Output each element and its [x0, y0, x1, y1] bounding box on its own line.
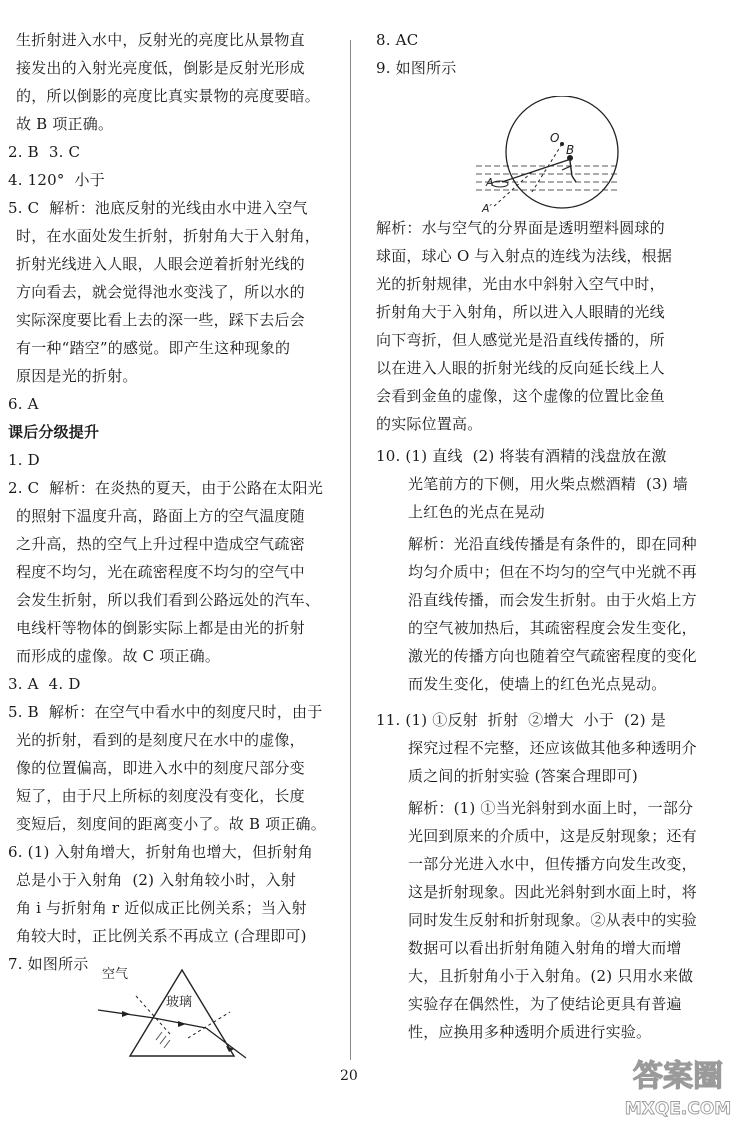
left-text-line: 6. (1) 入射角增大，折射角也增大，但折射角	[8, 843, 313, 861]
left-text-line: 折射光线进入人眼，人眼会逆着折射光线的	[16, 255, 305, 273]
glass-hatch-2	[160, 1036, 166, 1044]
right-text-line: 折射角大于入射角，所以进入人眼睛的光线	[376, 303, 665, 321]
glass-hatch-1	[156, 1032, 162, 1040]
fig7-glass-label: 玻璃	[166, 995, 193, 1010]
left-text-line: 的照射下温度升高，路面上方的空气温度随	[16, 507, 305, 525]
right-text-line: 同时发生反射和折射现象。②从表中的实验	[408, 911, 697, 929]
left-text-line: 生折射进入水中，反射光的亮度比从景物直	[16, 31, 305, 49]
right-text-line: 11. (1) ①反射 折射 ②增大 小于 (2) 是	[376, 711, 666, 729]
left-text-line: 1. D	[8, 451, 40, 469]
right-text-line: 均匀介质中；但在不均匀的空气中光就不再	[408, 563, 697, 581]
fig9-A-label: A	[486, 176, 494, 189]
right-text-line: 实验存在偶然性，为了使结论更具有普遍	[408, 995, 682, 1013]
left-text-line: 3. A 4. D	[8, 675, 81, 693]
right-text-line: 的空气被加热后，其疏密程度会发生变化，	[408, 619, 697, 637]
watermark-text-1: 答案圈	[633, 1059, 723, 1094]
right-text-line: 解析：水与空气的分界面是透明塑料圆球的	[376, 219, 665, 237]
page-number: 20	[340, 1068, 358, 1084]
right-text-line: 激光的传播方向也随着空气疏密程度的变化	[408, 647, 697, 665]
right-text-line: 沿直线传播，而会发生折射。由于火焰上方	[408, 591, 697, 609]
left-text-line: 电线杆等物体的倒影实际上都是由光的折射	[16, 619, 305, 637]
emergent-ray	[206, 1028, 246, 1058]
left-text-line: 光的折射，看到的是刻度尺在水中的虚像，	[16, 731, 305, 749]
left-text-line: 方向看去，就会觉得池水变浅了，所以水的	[16, 283, 305, 301]
left-text-line: 角较大时，正比例关系不再成立 (合理即可)	[16, 927, 307, 945]
left-text-line: 2. C 解析：在炎热的夏天，由于公路在太阳光	[8, 479, 323, 497]
right-text-line: 向下弯折，但人感觉光是沿直线传播的，所	[376, 331, 665, 349]
observer-leg	[572, 176, 576, 182]
left-text-line: 原因是光的折射。	[16, 367, 138, 385]
left-text-line: 课后分级提升	[8, 423, 100, 441]
watermark-logo	[614, 1050, 742, 1122]
fig9-O-label: O	[550, 131, 560, 145]
left-text-line: 6. A	[8, 395, 39, 413]
right-text-line: 一部分光进入水中，但传播方向发生改变，	[408, 855, 697, 873]
left-text-line: 而形成的虚像。故 C 项正确。	[16, 647, 221, 665]
left-text-line: 5. C 解析：池底反射的光线由水中进入空气	[8, 199, 308, 217]
left-text-line: 实际深度要比看上去的深一些，踩下去后会	[16, 311, 305, 329]
fig9-B-label: B	[566, 143, 575, 157]
left-text-line: 的，所以倒影的亮度比真实景物的亮度要暗。	[16, 87, 321, 105]
right-text-line: 以在进入人眼的折射光线的反向延长线上人	[376, 359, 665, 377]
column-divider	[350, 40, 351, 1060]
glass-hatch-3	[164, 1040, 170, 1048]
right-text-line: 性，应换用多种透明介质进行实验。	[408, 1023, 652, 1041]
left-text-line: 角 i 与折射角 r 近似成正比例关系；当入射	[16, 899, 307, 917]
figure-7-prism	[96, 962, 266, 1066]
emergent-arrow	[226, 1046, 234, 1052]
right-text-line: 而发生变化，使墙上的红色光点晃动。	[408, 675, 667, 693]
right-text-line: 数据可以看出折射角随入射角的增大而增	[408, 939, 682, 957]
left-text-line: 5. B 解析：在空气中看水中的刻度尺时，由于	[8, 703, 323, 721]
left-text-line: 4. 120° 小于	[8, 171, 105, 189]
fig9-A2-label: A′	[482, 202, 493, 215]
right-text-line: 光回到原来的介质中，这是反射现象；还有	[408, 827, 697, 845]
left-text-line: 程度不均匀，光在疏密程度不均匀的空气中	[16, 563, 305, 581]
right-text-line: 10. (1) 直线 (2) 将装有酒精的浅盘放在激	[376, 447, 667, 465]
left-text-line: 像的位置偏高，即进入水中的刻度尺部分变	[16, 759, 305, 777]
right-text-line: 光笔前方的下侧，用火柴点燃酒精 (3) 墙	[408, 475, 688, 493]
left-text-line: 短了，由于尺上所标的刻度没有变化，长度	[16, 787, 305, 805]
observer-arm	[562, 166, 571, 170]
watermark-text-2: MXQE.COM	[624, 1099, 732, 1119]
prism-shape	[130, 970, 234, 1056]
right-text-line: 球面，球心 O 与入射点的连线为法线，根据	[376, 247, 673, 265]
right-text-line: 解析：(1) ①当光斜射到水面上时，一部分	[408, 799, 694, 817]
left-text-line: 有一种“踏空”的感觉。即产生这种现象的	[16, 339, 291, 357]
refracted-arrow	[178, 1021, 186, 1027]
right-text-line: 上红色的光点在晃动	[408, 503, 545, 521]
left-text-line: 之升高，热的空气上升过程中造成空气疏密	[16, 535, 305, 553]
left-text-line: 7. 如图所示	[8, 955, 89, 973]
right-text-line: 这是折射现象。因此光斜射到水面上时，将	[408, 883, 697, 901]
right-text-line: 解析：光沿直线传播是有条件的，即在同种	[408, 535, 697, 553]
right-text-line: 光的折射规律，光由水中斜射入空气中时，	[376, 275, 665, 293]
left-text-line: 故 B 项正确。	[16, 115, 114, 133]
incident-ray	[502, 172, 532, 182]
left-text-line: 变短后，刻度间的距离变小了。故 B 项正确。	[16, 815, 326, 833]
figure-9-sphere	[470, 96, 630, 220]
sphere-circle	[506, 96, 618, 208]
normal-line-1	[136, 996, 170, 1034]
left-text-line: 总是小于入射角 (2) 入射角较小时，入射	[16, 871, 296, 889]
right-text-line: 9. 如图所示	[376, 59, 457, 77]
right-text-line: 质之间的折射实验 (答案合理即可)	[408, 767, 638, 785]
right-text-line: 探究过程不完整，还应该做其他多种透明介	[408, 739, 697, 757]
right-text-line: 8. AC	[376, 31, 419, 49]
right-text-line: 大，且折射角小于入射角。(2) 只用水来做	[408, 967, 694, 985]
right-text-line: 会看到金鱼的虚像，这个虚像的位置比金鱼	[376, 387, 665, 405]
incident-arrow	[122, 1011, 130, 1017]
right-text-line: 的实际位置高。	[376, 415, 483, 433]
normal-line	[532, 144, 562, 192]
left-text-line: 会发生折射，所以我们看到公路远处的汽车、	[16, 591, 321, 609]
left-text-line: 接发出的入射光亮度低，倒影是反射光形成	[16, 59, 305, 77]
left-text-line: 时，在水面处发生折射，折射角大于入射角，	[16, 227, 321, 245]
left-text-line: 2. B 3. C	[8, 143, 81, 161]
fig7-air-label: 空气	[102, 967, 129, 982]
